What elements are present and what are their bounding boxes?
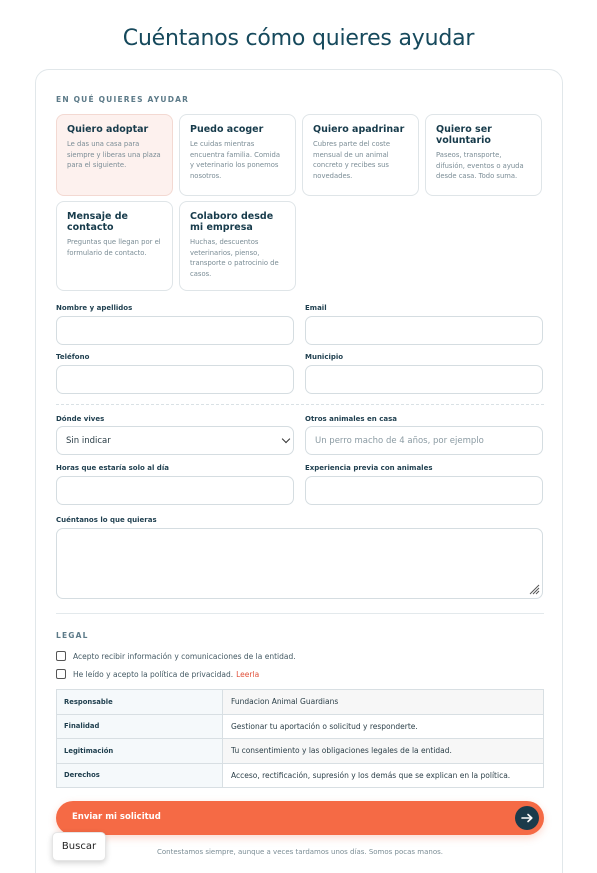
legal-key: Finalidad: [57, 714, 223, 739]
table-row: [57, 739, 544, 764]
legal-value: Gestionar tu aportación o solicitud y responderte.: [223, 714, 544, 739]
option-desc: Huchas, descuentos veterinarios, pienso, transporte o patrocinio de casos.: [190, 238, 279, 278]
pets-label: Otros animales en casa: [305, 415, 397, 423]
name-input[interactable]: [56, 316, 294, 345]
table-row: [57, 690, 544, 715]
footer-note: Contestamos siempre, aunque a veces tardamos unos días. Somos pocas manos.: [157, 848, 443, 856]
email-label: Email: [305, 304, 327, 312]
hours-input[interactable]: [56, 476, 294, 505]
section-divider: [56, 613, 544, 614]
option-apadrinar[interactable]: [302, 114, 419, 196]
legal-key: Derechos: [57, 763, 223, 788]
option-title: Mensaje de contacto: [67, 211, 128, 233]
legal-key: Responsable: [57, 690, 223, 715]
option-title: Colaboro desde mi empresa: [190, 211, 274, 233]
table-row: [57, 714, 544, 739]
option-voluntario[interactable]: [425, 114, 542, 196]
option-desc: Cubres parte del coste mensual de un animal concreto y recibes sus novedades.: [313, 140, 391, 180]
option-title: Puedo acoger: [190, 124, 264, 135]
option-adoptar[interactable]: [56, 114, 173, 196]
email-input[interactable]: [305, 316, 543, 345]
consent-privacy-row: [56, 669, 259, 679]
legal-value: Fundacion Animal Guardians: [223, 690, 544, 715]
table-row: [57, 763, 544, 788]
experience-input[interactable]: [305, 476, 543, 505]
consent-info-checkbox[interactable]: [56, 651, 66, 661]
option-contacto[interactable]: [56, 201, 173, 291]
option-desc: Preguntas que llegan por el formulario de contacto.: [67, 238, 161, 257]
legal-key: Legitimación: [57, 739, 223, 764]
message-label: Cuéntanos lo que quieras: [56, 516, 157, 524]
arrow-right-icon: [515, 806, 539, 830]
privacy-policy-link[interactable]: Leerla: [236, 669, 260, 679]
option-title: Quiero apadrinar: [313, 124, 405, 135]
home-label: Dónde vives: [56, 415, 105, 423]
option-title: Quiero adoptar: [67, 124, 149, 135]
consent-privacy-label: He leído y acepto la política de privacidad.: [73, 669, 234, 679]
city-input[interactable]: [305, 365, 543, 394]
resize-grip-icon[interactable]: [528, 583, 540, 595]
submit-button[interactable]: [56, 801, 544, 835]
search-button[interactable]: Buscar: [52, 832, 106, 861]
legal-value: Acceso, rectificación, supresión y los demás que se explican en la política.: [223, 763, 544, 788]
name-label: Nombre y apellidos: [56, 304, 133, 312]
consent-privacy-checkbox[interactable]: [56, 669, 66, 679]
section-label-legal: LEGAL: [56, 631, 89, 640]
help-form-card: [35, 69, 563, 873]
option-acoger[interactable]: [179, 114, 296, 196]
pets-input[interactable]: [305, 426, 543, 455]
message-textarea[interactable]: [56, 528, 543, 599]
consent-info-label: Acepto recibir información y comunicaciones de la entidad.: [73, 651, 296, 661]
home-select[interactable]: [56, 426, 294, 455]
option-desc: Le das una casa para siempre y liberas una plaza para el siguiente.: [67, 140, 161, 169]
option-desc: Paseos, transporte, difusión, eventos o ayuda desde casa. Todo suma.: [436, 151, 524, 180]
submit-label: Enviar mi solicitud: [72, 812, 161, 822]
legal-info-table: [56, 689, 544, 788]
legal-value: Tu consentimiento y las obligaciones legales de la entidad.: [223, 739, 544, 764]
option-empresa[interactable]: [179, 201, 296, 291]
option-desc: Le cuidas mientras encuentra familia. Comida y veterinario los ponemos nosotros.: [190, 140, 281, 180]
city-label: Municipio: [305, 353, 344, 361]
consent-info-row: [56, 651, 296, 661]
page-title: Cuéntanos cómo quieres ayudar: [122, 26, 475, 51]
phone-input[interactable]: [56, 365, 294, 394]
phone-label: Teléfono: [56, 353, 90, 361]
section-label-help: EN QUÉ QUIERES AYUDAR: [56, 95, 190, 104]
hours-label: Horas que estaría solo al día: [56, 464, 169, 472]
experience-label: Experiencia previa con animales: [305, 464, 433, 472]
section-divider: [56, 404, 544, 405]
option-title: Quiero ser voluntario: [436, 124, 492, 146]
